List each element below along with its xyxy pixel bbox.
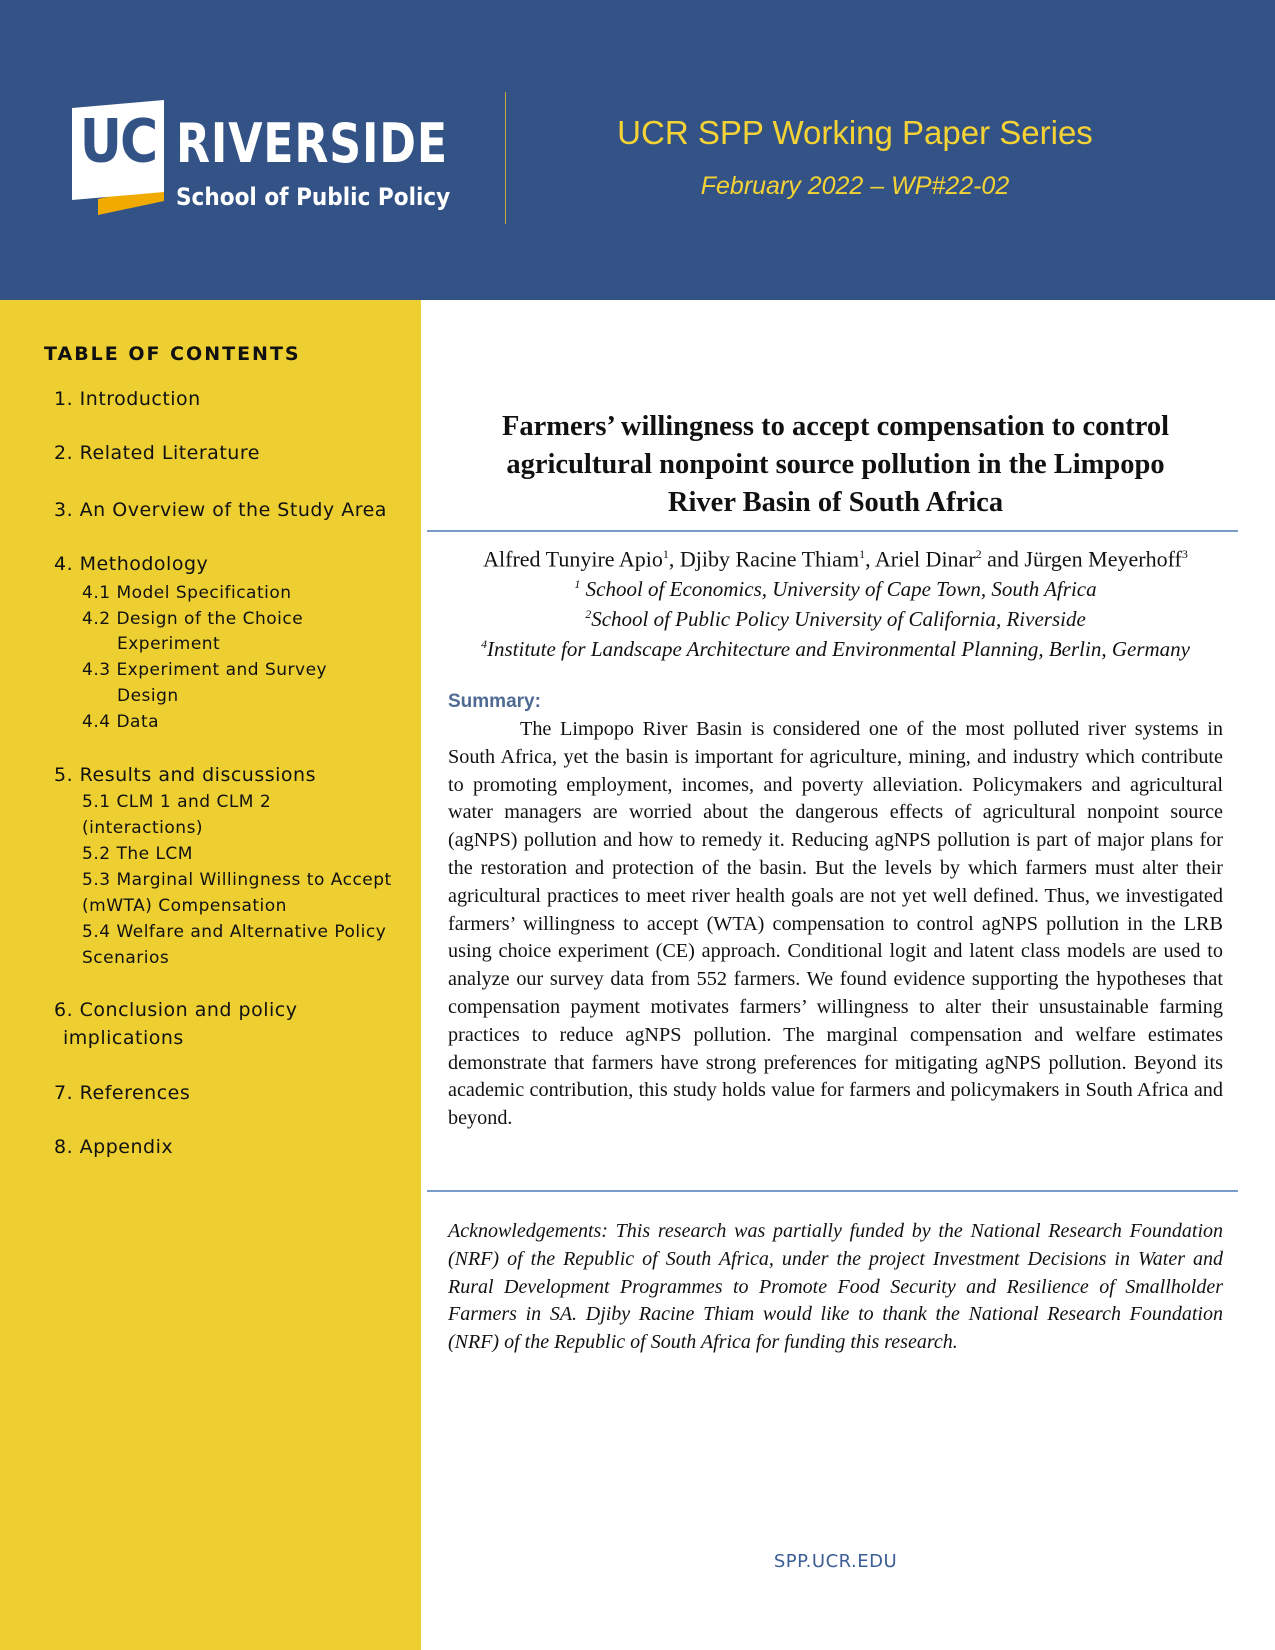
summary-text: The Limpopo River Basin is considered one of the most polluted river systems in South Africa, yet the basin is important for agriculture, mining, and industry which contribute to promoting employment, incomes, and poverty alleviation. Policymakers and agricultural water managers are worried about the dangerous effects of agricultural nonpoint source (agNPS) pollution and how to remedy it. Reducing agNPS pollution is part of major plans for the restoration and protection of the basin. But the levels by which farmers must alter their agricultural practices to meet river health goals are not yet well defined. Thus, we investigated farmers’ willingness to accept (WTA) compensation to control agNPS pollution in the LRB using choice experiment (CE) approach. Conditional logit and latent class models are used to analyze our survey data from 552 farmers. We found evidence supporting the hypotheses that compensation payment motivates farmers’ willingness to alter their unsustainable farming practices to reduce agNPS pollution. The marginal compensation and welfare estimates demonstrate that farmers have strong preferences for mitigating agNPS pollution. Beyond its academic contribution, this study holds value for farmers and policymakers in South Africa and beyond. — [448, 718, 1223, 1130]
logo-uc-text: UC — [79, 107, 157, 177]
author-name: , Djiby Racine Thiam — [668, 546, 860, 572]
author-affil-mark: 1 — [662, 547, 669, 561]
toc-sub-experiment-survey-cont[interactable]: Design — [117, 686, 179, 706]
toc-item-results[interactable]: 5. Results and discussions — [54, 764, 316, 786]
affil-mark: 2 — [585, 607, 592, 621]
paper-title-line: River Basin of South Africa — [667, 487, 1004, 518]
summary-paragraph — [448, 716, 1223, 1133]
toc-item-references[interactable]: 7. References — [54, 1082, 191, 1104]
summary-divider — [427, 1190, 1238, 1192]
toc-sub-welfare[interactable]: 5.4 Welfare and Alternative Policy — [82, 922, 387, 942]
author-affil-mark: 2 — [975, 547, 982, 561]
toc-item-conclusion-cont[interactable]: implications — [63, 1027, 184, 1049]
affil-text: School of Economics, University of Cape Town, South Africa — [580, 577, 1097, 601]
toc-item-related-literature[interactable]: 2. Related Literature — [54, 442, 260, 464]
toc-item-methodology[interactable]: 4. Methodology — [54, 553, 209, 575]
uc-riverside-logo[interactable] — [72, 100, 462, 215]
acknowledgements: Acknowledgements: This research was partially funded by the National Research Foundation (NRF) of the Republic of South Africa, under the project Investment Decisions in Water and Rural Development Programmes to Promote Food Security and Resilience of Smallholder Farmers in SA. Djiby Racine Thiam would like to thank the National Research Foundation (NRF) of the Republic of South Africa for funding this research. — [448, 1220, 1223, 1354]
toc-sub-welfare-cont[interactable]: Scenarios — [82, 948, 170, 968]
toc-item-study-area[interactable]: 3. An Overview of the Study Area — [54, 499, 387, 521]
toc-item-appendix[interactable]: 8. Appendix — [54, 1136, 174, 1158]
toc-sub-data[interactable]: 4.4 Data — [82, 712, 160, 732]
toc-item-conclusion[interactable]: 6. Conclusion and policy — [54, 999, 298, 1021]
toc-sub-mwta[interactable]: 5.3 Marginal Willingness to Accept — [82, 870, 392, 890]
title-divider — [427, 530, 1238, 532]
toc-sub-clm[interactable]: 5.1 CLM 1 and CLM 2 — [82, 792, 272, 812]
toc-sub-mwta-cont[interactable]: (mWTA) Compensation — [82, 896, 287, 916]
toc-sub-design-choice[interactable]: 4.2 Design of the Choice — [82, 609, 304, 629]
author-name: and Jürgen Meyerhoff — [981, 546, 1182, 572]
series-title: UCR SPP Working Paper Series — [617, 114, 1093, 151]
toc-sub-model-specification[interactable]: 4.1 Model Specification — [82, 583, 292, 603]
affiliation-berlin — [448, 629, 1223, 664]
series-date: February 2022 – WP#22-02 — [700, 172, 1010, 200]
paper-title — [448, 408, 1223, 522]
affil-text: School of Public Policy University of California, Riverside — [591, 607, 1086, 631]
paper-title-line: agricultural nonpoint source pollution in the Limpopo — [506, 449, 1165, 480]
author-affil-mark: 1 — [859, 547, 866, 561]
author-name: Alfred Tunyire Apio — [483, 546, 663, 572]
header-banner — [0, 0, 1275, 300]
affil-text: Institute for Landscape Architecture and Environmental Planning, Berlin, Germany — [486, 637, 1190, 661]
logo-school-text: School of Public Policy — [176, 183, 451, 211]
toc-heading: TABLE OF CONTENTS — [44, 343, 301, 365]
toc-sub-design-choice-cont[interactable]: Experiment — [117, 634, 221, 654]
toc-sub-experiment-survey[interactable]: 4.3 Experiment and Survey — [82, 660, 328, 680]
footer-url-link[interactable]: SPP.UCR.EDU — [773, 1551, 898, 1572]
affil-mark: 4 — [480, 637, 487, 651]
toc-sub-clm-cont[interactable]: (interactions) — [82, 818, 204, 838]
paper-title-line: Farmers’ willingness to accept compensation to control — [501, 411, 1169, 442]
logo-riverside-text: RIVERSIDE — [176, 112, 448, 175]
toc-sub-lcm[interactable]: 5.2 The LCM — [82, 844, 193, 864]
author-affil-mark: 3 — [1181, 547, 1188, 561]
author-name: , Ariel Dinar — [865, 546, 976, 572]
affil-mark: 1 — [574, 577, 581, 591]
summary-label: Summary: — [448, 691, 541, 712]
toc-item-introduction[interactable]: 1. Introduction — [54, 388, 201, 410]
header-divider — [505, 92, 506, 224]
